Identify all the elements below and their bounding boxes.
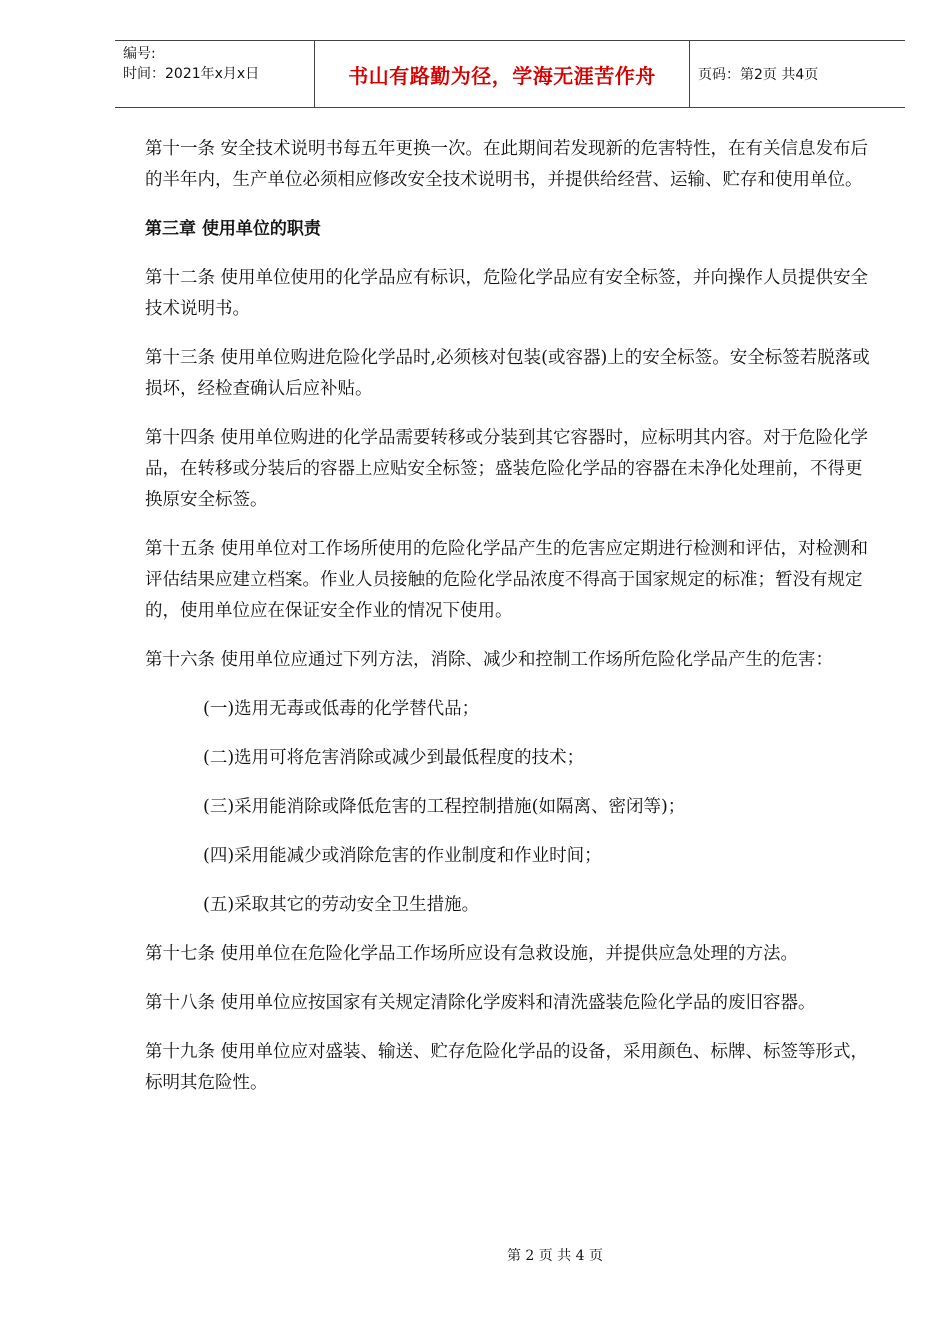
article-16: 第十六条 使用单位应通过下列方法，消除、减少和控制工作场所危险化学品产生的危害：	[145, 650, 834, 670]
header-motto: 书山有路勤为径，学海无涯苦作舟	[315, 41, 690, 107]
page-header	[115, 40, 905, 108]
list-item: (三)采用能消除或降低危害的工程控制措施(如隔离、密闭等)；	[203, 797, 686, 817]
list-item: (五)采取其它的劳动安全卫生措施。	[203, 895, 480, 915]
article-19: 第十九条 使用单位应对盛装、输送、贮存危险化学品的设备，采用颜色、标牌、标签等形式，标明其危险性。	[145, 1042, 869, 1093]
article-14: 第十四条 使用单位购进的化学品需要转移或分装到其它容器时，应标明其内容。对于危险化学品，在转移或分装后的容器上应贴安全标签；盛装危险化学品的容器在未净化处理前，不得更换原安全标签。	[145, 428, 869, 510]
chapter-heading: 第三章 使用单位的职责	[145, 219, 321, 239]
list-item: (二)选用可将危害消除或减少到最低程度的技术；	[203, 748, 585, 768]
article-15: 第十五条 使用单位对工作场所使用的危险化学品产生的危害应定期进行检测和评估，对检测和评估结果应建立档案。作业人员接触的危险化学品浓度不得高于国家规定的标准；暂没有规定的，使用单位应在保证安全作业的情况下使用。	[145, 539, 869, 621]
document-time-label: 时间：2021年x月x日	[123, 66, 260, 82]
article-18: 第十八条 使用单位应按国家有关规定清除化学废料和清洗盛装危险化学品的废旧容器。	[145, 993, 816, 1013]
article-13: 第十三条 使用单位购进危险化学品时,必须核对包装(或容器)上的安全标签。安全标签若脱落或损坏，经检查确认后应补贴。	[145, 348, 870, 399]
document-number-label: 编号:	[123, 46, 156, 62]
article-12: 第十二条 使用单位使用的化学品应有标识，危险化学品应有安全标签，并向操作人员提供安全技术说明书。	[145, 268, 869, 319]
list-item: (一)选用无毒或低毒的化学替代品；	[203, 699, 480, 719]
header-page-number: 页码：第2页 共4页	[698, 67, 819, 83]
article-11: 第十一条 安全技术说明书每五年更换一次。在此期间若发现新的危害特性，在有关信息发布后的半年内，生产单位必须相应修改安全技术说明书，并提供给经营、运输、贮存和使用单位。	[145, 139, 869, 190]
page-footer: 第 2 页 共 4 页	[506, 1248, 604, 1264]
document-body	[145, 134, 875, 1117]
header-info	[115, 41, 315, 107]
list-item: (四)采用能减少或消除危害的作业制度和作业时间；	[203, 846, 602, 866]
article-17: 第十七条 使用单位在危险化学品工作场所应设有急救设施，并提供应急处理的方法。	[145, 944, 799, 964]
